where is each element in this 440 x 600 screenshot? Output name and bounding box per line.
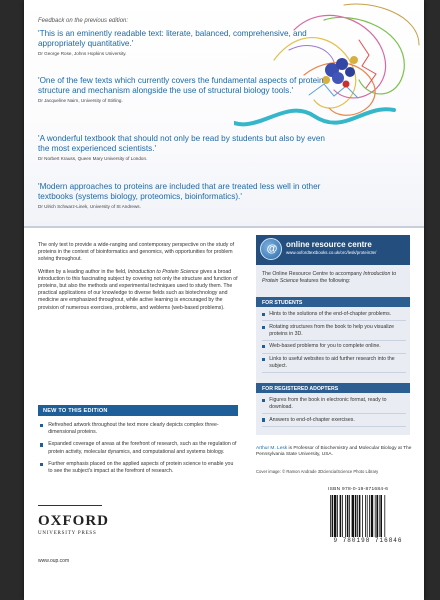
book-title: Introduction to Protein Science xyxy=(127,268,199,275)
barcode-bar xyxy=(349,495,350,537)
online-resource-centre-panel xyxy=(256,235,410,435)
protein-structure-illustration xyxy=(234,0,424,150)
cover-credit: Cover image: © Ramon Andrade 3Dciencia/Science Photo Library xyxy=(256,469,379,474)
barcode-bar xyxy=(380,495,382,537)
bullet-icon xyxy=(262,418,265,421)
quote-author: Dr Norbert Krauss, Queen Mary University of London. xyxy=(38,155,148,161)
bullet-icon xyxy=(262,326,265,329)
for-students-heading: FOR STUDENTS xyxy=(256,297,410,307)
barcode-bar xyxy=(337,495,338,537)
author-bio-text: is Professor of Biochemistry and Molecular Biology at The Pennsylvania State University, USA. xyxy=(256,446,412,458)
publisher-logo: OXFORD xyxy=(38,513,109,529)
orc-url-link[interactable]: www.oxfordtextbooks.co.uk/orc/lesk/protein3e/ xyxy=(286,250,377,255)
barcode-bar xyxy=(347,495,349,537)
publisher-subtitle: UNIVERSITY PRESS xyxy=(38,531,97,536)
bullet-icon xyxy=(40,443,43,446)
reviews-section xyxy=(24,0,424,226)
barcode-bar xyxy=(359,495,361,537)
back-cover xyxy=(24,0,424,600)
barcode-bar xyxy=(345,495,346,537)
list-item xyxy=(262,417,406,427)
barcode-bar xyxy=(334,495,336,537)
list-item xyxy=(262,343,406,353)
section-divider xyxy=(24,226,424,228)
orc-title: online resource centre xyxy=(286,240,372,249)
isbn-label: ISBN 978-0-19-871684-6 xyxy=(328,487,389,492)
at-sign-icon xyxy=(260,238,282,260)
paragraph-text: gives a broad introduction to this fascinating subject by covering not only the structure and function of proteins, but also the methods and experimental techniques used to study them. The practical applications of our knowledge to diverse fields such as biotechnology and medicine are emphasized throughout, while active learning is encouraged by the provision of numerous exercises, problems, and weblems (web-based problems). xyxy=(38,268,238,311)
list-item xyxy=(262,356,406,373)
for-adopters-heading: FOR REGISTERED ADOPTERS xyxy=(256,383,410,393)
new-edition-heading: NEW TO THIS EDITION xyxy=(38,405,238,416)
barcode xyxy=(322,487,412,545)
quote-author: Dr George Rose, Johns Hopkins University. xyxy=(38,50,127,56)
quote-text: 'A wonderful textbook that should not only be read by students but also by even the most experienced scientists.' xyxy=(38,134,325,154)
logo-glyph: @ xyxy=(266,243,278,255)
barcode-bar xyxy=(352,495,354,537)
bullet-icon xyxy=(262,345,265,348)
barcode-bar xyxy=(369,495,370,537)
list-item xyxy=(262,397,406,414)
list-item-text: Hints to the solutions of the end-of-chapter problems. xyxy=(269,311,392,317)
description-paragraph-2 xyxy=(38,269,238,312)
list-item xyxy=(262,311,406,321)
list-item-text: Figures from the book in electronic format, ready to download. xyxy=(269,397,387,410)
new-edition-list xyxy=(38,422,238,480)
bullet-icon xyxy=(262,399,265,402)
bullet-icon xyxy=(262,313,265,316)
intro-text: features the following: xyxy=(298,278,351,284)
orc-intro xyxy=(262,271,406,285)
review-quote-2 xyxy=(38,76,338,103)
barcode-bar xyxy=(376,495,378,537)
barcode-bar xyxy=(384,495,385,537)
list-item xyxy=(262,324,406,341)
list-item xyxy=(38,422,238,436)
barcode-bar xyxy=(342,495,343,537)
bullet-icon xyxy=(262,358,265,361)
review-quote-3 xyxy=(38,134,338,161)
list-item-text: Refreshed artwork throughout the text more clearly depicts complex three-dimensional proteins. xyxy=(48,422,219,436)
barcode-bar xyxy=(362,495,363,537)
author-name: Arthur M. Lesk xyxy=(256,446,288,451)
paragraph-text: Written by a leading author in the field, xyxy=(38,268,128,275)
book-title: Introduction to Protein Science xyxy=(262,271,397,284)
barcode-bar xyxy=(330,495,331,537)
intro-text: The Online Resource Centre to accompany xyxy=(262,271,364,277)
quote-text: 'One of the few texts which currently covers the fundamental aspects of protein structure and mechanism alongside the use of structural biology tools.' xyxy=(38,76,324,96)
quote-text: 'Modern approaches to proteins are included that are treated less well in other textbooks (systems biology, proteomics, bioinformatics).' xyxy=(38,182,321,202)
quote-text: 'This is an eminently readable text: literate, balanced, comprehensive, and appropriately quantitative.' xyxy=(38,29,307,49)
barcode-bar xyxy=(332,495,334,537)
description-paragraph-1: The only text to provide a wide-ranging and contemporary perspective on the study of proteins in the context of bioinformatics and genomics, with opportunities for problem solving throughout. xyxy=(38,242,235,263)
list-item-text: Expanded coverage of areas at the forefront of research, such as the regulation of protein activity, molecular dynamics, and computational and systems biology. xyxy=(48,441,237,455)
review-quote-4 xyxy=(38,182,338,209)
adopters-list xyxy=(262,397,406,429)
barcode-bar xyxy=(371,495,373,537)
review-quote-1 xyxy=(38,29,338,56)
list-item-text: Rotating structures from the book to help you visualize proteins in 3D. xyxy=(269,323,395,337)
barcode-bar xyxy=(357,495,358,537)
quote-author: Dr Ulrich Schwarz-Linek, University of St Andrews. xyxy=(38,203,141,209)
bullet-icon xyxy=(40,424,43,427)
author-bio xyxy=(256,446,416,459)
quote-author: Dr Jacqueline Nairn, University of Stirling. xyxy=(38,97,123,103)
list-item-text: Web-based problems for you to complete online. xyxy=(269,343,381,350)
list-item-text: Answers to end-of-chapter exercises. xyxy=(269,416,355,423)
barcode-bars xyxy=(328,495,408,537)
list-item-text: Links to useful websites to aid further research into the subject. xyxy=(269,356,395,369)
barcode-bar xyxy=(340,495,342,537)
barcode-bar xyxy=(365,495,366,537)
barcode-bar xyxy=(355,495,357,537)
publisher-website[interactable]: www.oup.com xyxy=(38,558,70,564)
list-item xyxy=(38,461,238,475)
list-item xyxy=(38,441,238,455)
barcode-bar xyxy=(367,495,368,537)
bullet-icon xyxy=(40,463,43,466)
barcode-bar xyxy=(379,495,380,537)
barcode-digits: 9 780198 716846 xyxy=(333,537,403,544)
students-list xyxy=(262,311,406,376)
logo-rule xyxy=(38,505,102,506)
barcode-bar xyxy=(375,495,376,537)
list-item-text: Further emphasis placed on the applied aspects of protein science to enable you to see the subject's impact at the forefront of research. xyxy=(48,460,234,475)
feedback-label: Feedback on the previous edition: xyxy=(38,18,129,24)
orc-header xyxy=(256,235,410,265)
book-description xyxy=(38,242,238,317)
